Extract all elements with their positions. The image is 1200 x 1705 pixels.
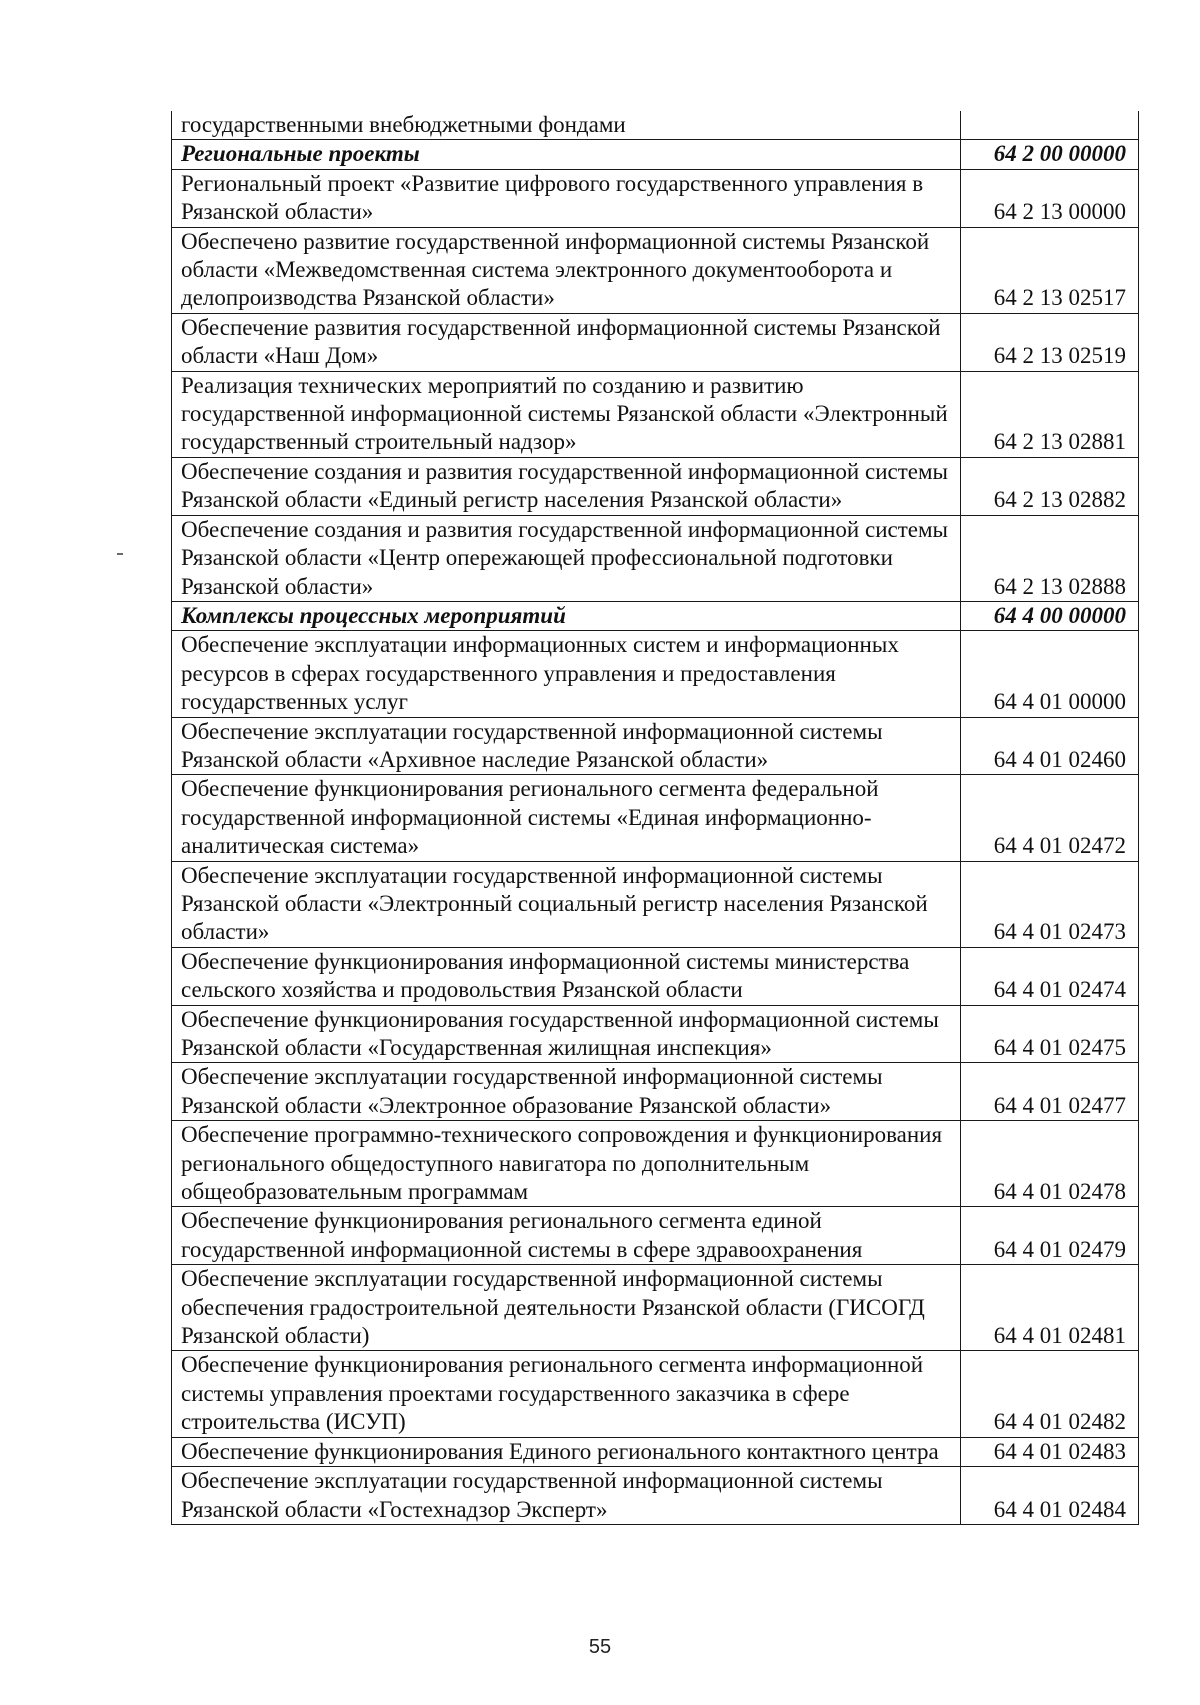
row-name-cell: Обеспечение создания и развития государственной информационной системы Рязанской области «Единый регистр населения Рязанской области» [172, 457, 961, 515]
table-row [172, 1063, 1139, 1121]
row-name-cell: Обеспечение эксплуатации государственной информационной системы Рязанской области «Электронный социальный регистр населения Рязанской области» [172, 861, 961, 947]
table-row [172, 717, 1139, 775]
row-code-cell: 64 4 01 02484 [961, 1467, 1139, 1525]
row-code-cell: 64 2 13 02517 [961, 227, 1139, 313]
row-name-cell: Региональный проект «Развитие цифрового государственного управления в Рязанской области» [172, 169, 961, 227]
row-name-cell: Обеспечение эксплуатации государственной информационной системы обеспечения градостроительной деятельности Рязанской области (ГИСОГД Рязанской области) [172, 1265, 961, 1351]
table-row [172, 227, 1139, 313]
row-name-cell: Обеспечение создания и развития государственной информационной системы Рязанской области «Центр опережающей профессиональной подготовки Рязанской области» [172, 515, 961, 601]
row-name-cell: Обеспечение эксплуатации государственной информационной системы Рязанской области «Архивное наследие Рязанской области» [172, 717, 961, 775]
table-row [172, 1005, 1139, 1063]
table-body [172, 111, 1139, 1524]
row-name-cell: Обеспечение функционирования государственной информационной системы Рязанской области «Государственная жилищная инспекция» [172, 1005, 961, 1063]
row-name-cell: Обеспечение функционирования регионального сегмента единой государственной информационной системы в сфере здравоохранения [172, 1207, 961, 1265]
section-name-cell: Комплексы процессных мероприятий [172, 601, 961, 630]
table-row [172, 1265, 1139, 1351]
row-name-cell: Обеспечение функционирования регионального сегмента федеральной государственной информационной системы «Единая информационно-аналитическая система» [172, 775, 961, 861]
table-row [172, 947, 1139, 1005]
row-code-cell: 64 2 13 00000 [961, 169, 1139, 227]
row-name-cell: Обеспечение функционирования регионального сегмента информационной системы управления проектами государственного заказчика в сфере строительства (ИСУП) [172, 1351, 961, 1437]
table-row [172, 313, 1139, 371]
row-code-cell: 64 4 01 02483 [961, 1437, 1139, 1466]
row-code-cell: 64 4 01 02474 [961, 947, 1139, 1005]
row-name-cell: Обеспечение эксплуатации информационных систем и информационных ресурсов в сферах государственного управления и предоставления государственных услуг [172, 631, 961, 717]
row-code-cell: 64 4 01 02473 [961, 861, 1139, 947]
row-name-cell: Обеспечение эксплуатации государственной информационной системы Рязанской области «Электронное образование Рязанской области» [172, 1063, 961, 1121]
row-code-cell: 64 4 01 02475 [961, 1005, 1139, 1063]
row-name-cell: Обеспечение развития государственной информационной системы Рязанской области «Наш Дом» [172, 313, 961, 371]
scan-artifact-mark [117, 553, 123, 555]
row-name-cell: Обеспечение программно-технического сопровождения и функционирования регионального общедоступного навигатора по дополнительным общеобразовательным программам [172, 1121, 961, 1207]
page-number: 55 [588, 1636, 612, 1658]
section-row [172, 140, 1139, 169]
table-row [172, 1351, 1139, 1437]
row-code-cell: 64 4 01 02472 [961, 775, 1139, 861]
row-code-cell: 64 4 01 02479 [961, 1207, 1139, 1265]
section-row [172, 601, 1139, 630]
row-name-cell: Обеспечено развитие государственной информационной системы Рязанской области «Межведомственная система электронного документооборота и делопроизводства Рязанской области» [172, 227, 961, 313]
row-name-cell: Обеспечение функционирования Единого регионального контактного центра [172, 1437, 961, 1466]
row-code-cell: 64 4 01 02460 [961, 717, 1139, 775]
budget-classification-table [171, 111, 1139, 1525]
table-row [172, 111, 1139, 140]
table-row [172, 515, 1139, 601]
row-code-cell [961, 111, 1139, 140]
row-code-cell: 64 2 13 02881 [961, 371, 1139, 457]
section-code-cell: 64 2 00 00000 [961, 140, 1139, 169]
row-code-cell: 64 4 01 02478 [961, 1121, 1139, 1207]
row-code-cell: 64 4 01 02481 [961, 1265, 1139, 1351]
table-row [172, 1467, 1139, 1525]
row-code-cell: 64 2 13 02888 [961, 515, 1139, 601]
table-row [172, 1207, 1139, 1265]
table-row [172, 775, 1139, 861]
row-name-cell: Обеспечение эксплуатации государственной информационной системы Рязанской области «Гостехнадзор Эксперт» [172, 1467, 961, 1525]
row-code-cell: 64 2 13 02882 [961, 457, 1139, 515]
row-name-cell: государственными внебюджетными фондами [172, 111, 961, 140]
section-name-cell: Региональные проекты [172, 140, 961, 169]
row-code-cell: 64 4 01 00000 [961, 631, 1139, 717]
table-row [172, 169, 1139, 227]
table-row [172, 1437, 1139, 1466]
table-row [172, 631, 1139, 717]
table-row [172, 1121, 1139, 1207]
row-code-cell: 64 4 01 02477 [961, 1063, 1139, 1121]
table-row [172, 371, 1139, 457]
row-name-cell: Реализация технических мероприятий по созданию и развитию государственной информационной системы Рязанской области «Электронный государственный строительный надзор» [172, 371, 961, 457]
table-row [172, 861, 1139, 947]
section-code-cell: 64 4 00 00000 [961, 601, 1139, 630]
row-code-cell: 64 4 01 02482 [961, 1351, 1139, 1437]
table-row [172, 457, 1139, 515]
row-code-cell: 64 2 13 02519 [961, 313, 1139, 371]
row-name-cell: Обеспечение функционирования информационной системы министерства сельского хозяйства и продовольствия Рязанской области [172, 947, 961, 1005]
